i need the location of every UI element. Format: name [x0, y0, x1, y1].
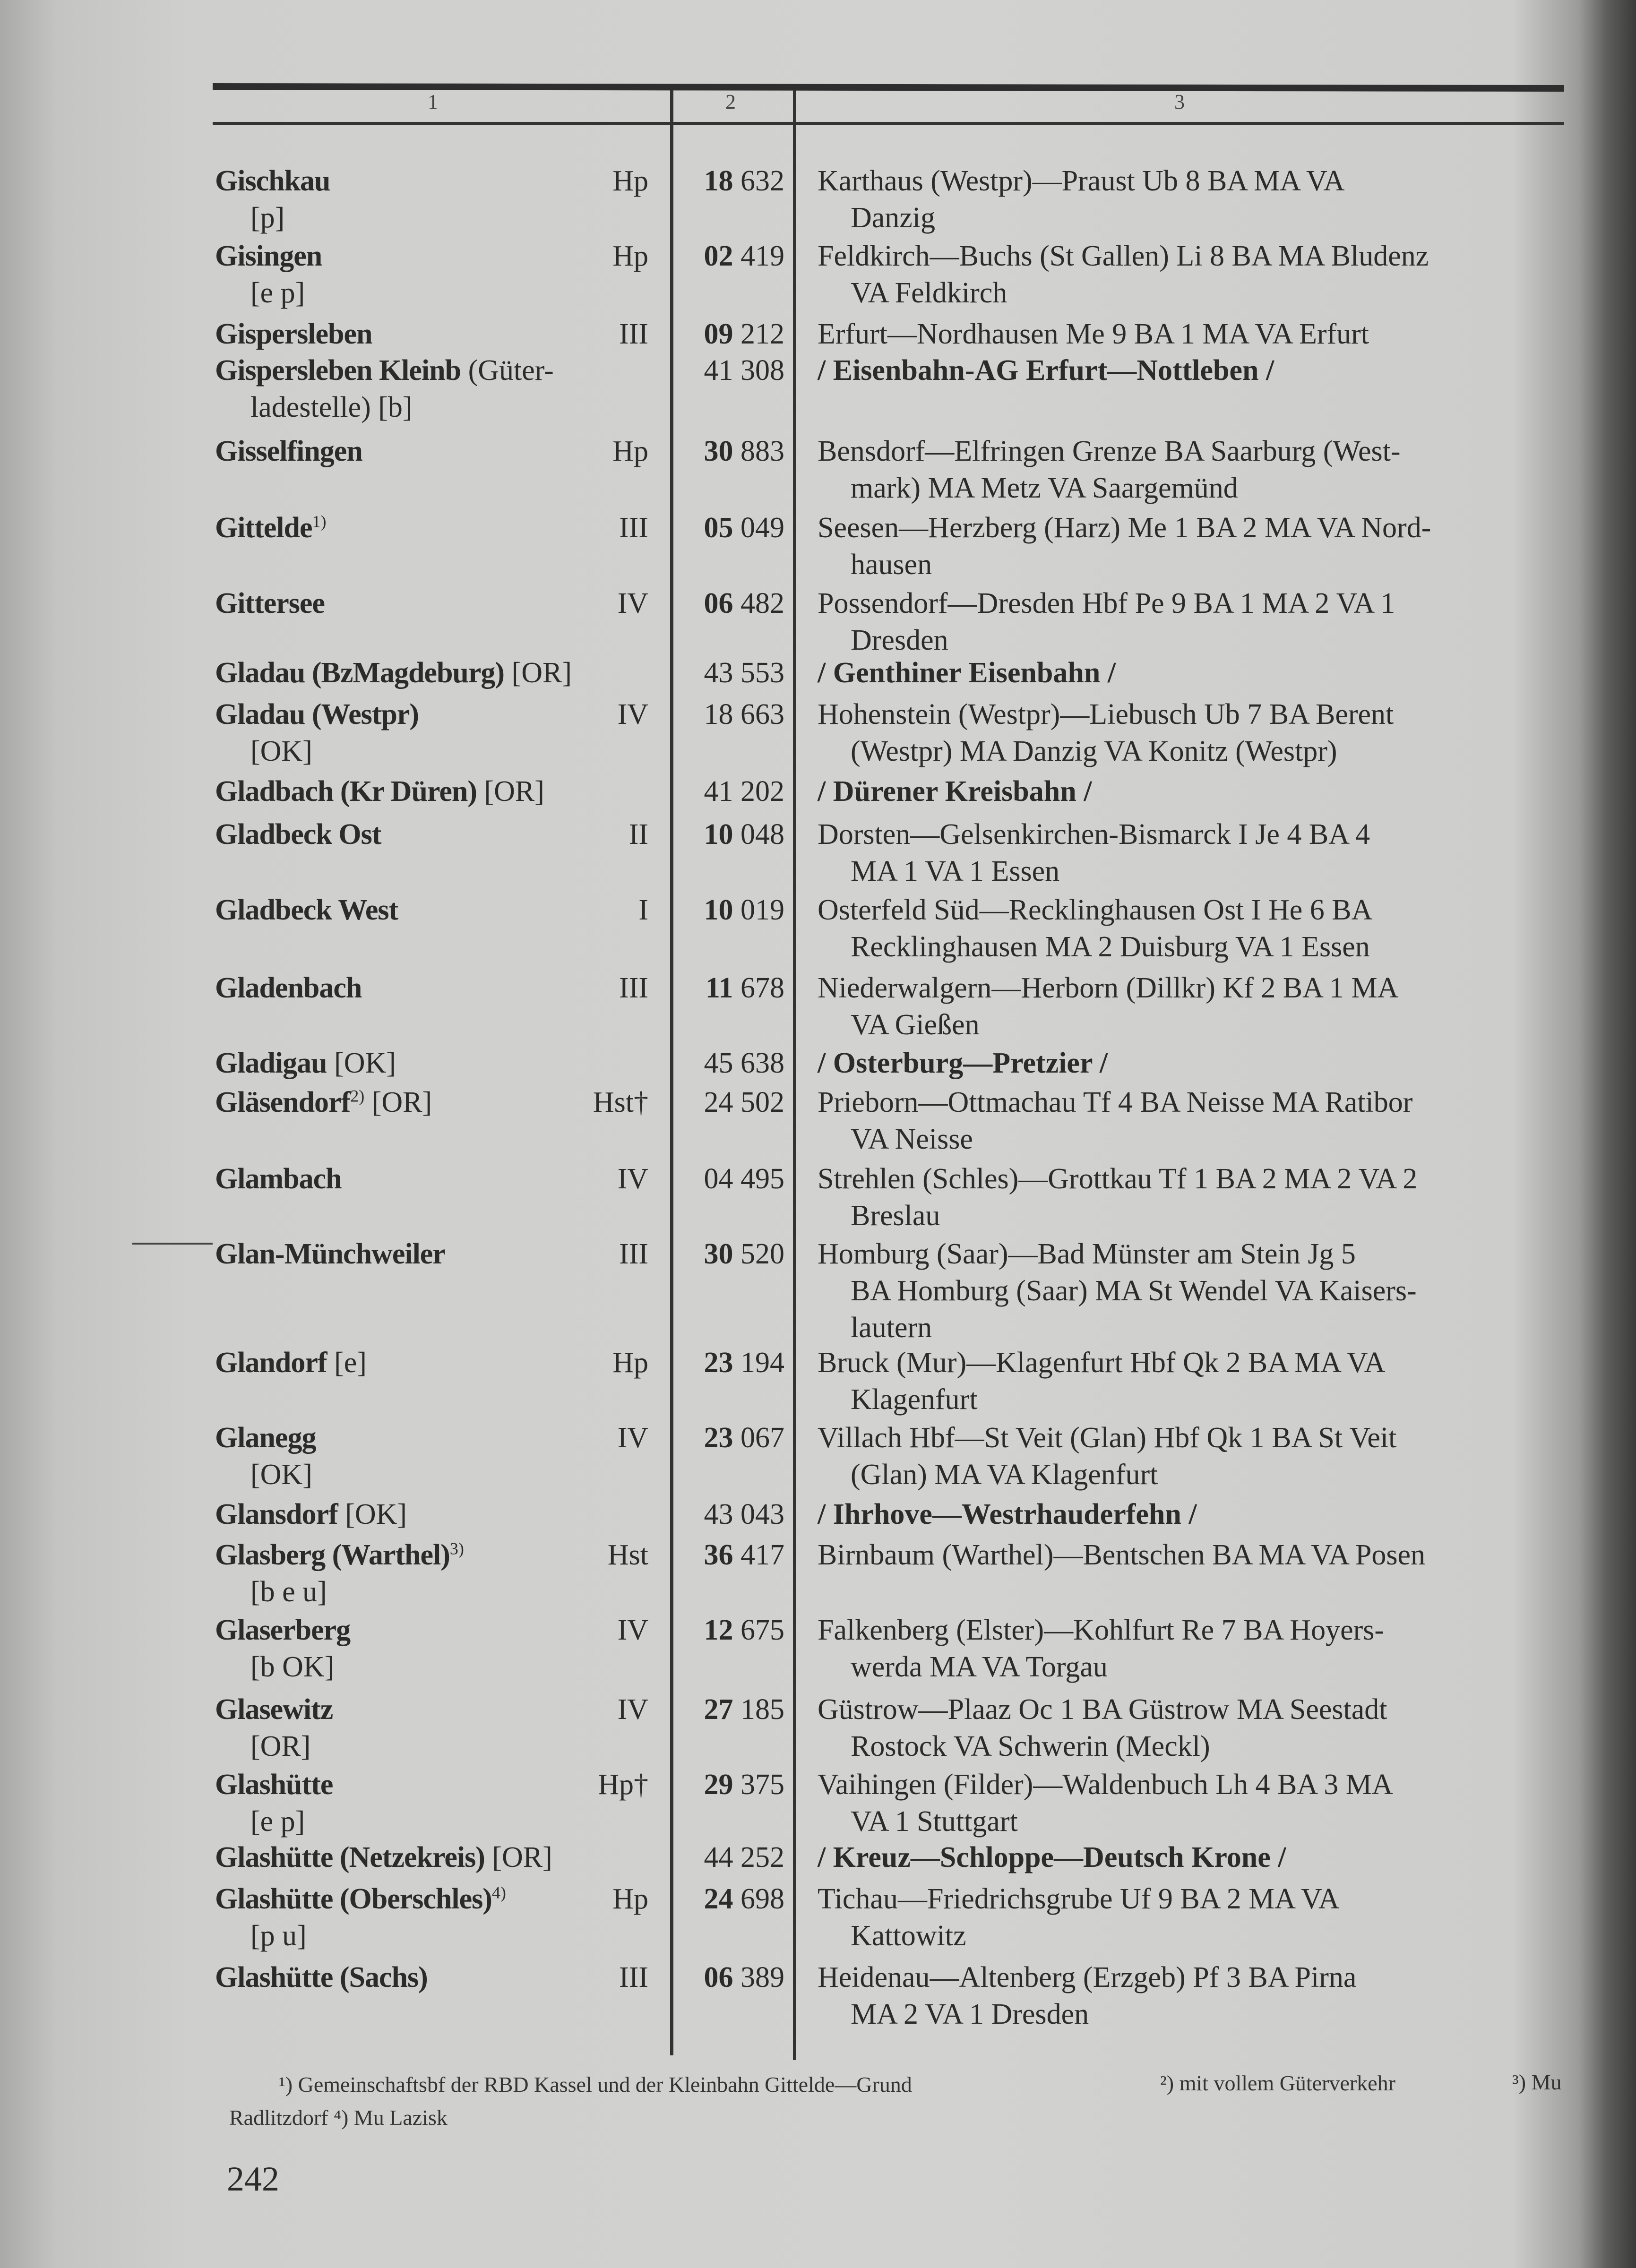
number-prefix: 06 — [704, 1961, 733, 1993]
station-name — [215, 1236, 445, 1272]
route-line: Villach Hbf—St Veit (Glan) Hbf Qk 1 BA St Veit — [818, 1421, 1397, 1454]
number-suffix: 043 — [741, 1498, 784, 1531]
route-description — [818, 1045, 1108, 1082]
route-line: Feldkirch—Buchs (St Gallen) Li 8 BA MA Bludenz — [818, 240, 1429, 272]
route-line: Strehlen (Schles)—Grottkau Tf 1 BA 2 MA 2 VA 2 — [818, 1162, 1418, 1195]
route-description — [818, 352, 1274, 389]
station-name-text: Glan-Münchweiler — [215, 1238, 445, 1271]
route-line: Tichau—Friedrichsgrube Uf 9 BA 2 MA VA — [818, 1883, 1340, 1916]
route-description — [818, 1959, 1356, 2033]
number-suffix: 048 — [741, 818, 784, 851]
station-name-text: Glashütte (Oberschles) — [215, 1883, 492, 1916]
route-description — [818, 585, 1395, 659]
station-number — [685, 1612, 784, 1649]
station-name-text: Gisselfingen — [215, 435, 362, 468]
station-number — [685, 1045, 784, 1082]
station-name — [215, 1419, 316, 1456]
column-divider-2 — [793, 90, 796, 2060]
station-name — [215, 970, 362, 1006]
route-line: Dorsten—Gelsenkirchen-Bismarck I Je 4 BA 4 — [818, 818, 1370, 851]
route-line: / Eisenbahn-AG Erfurt—Nottleben / — [818, 354, 1274, 387]
station-name-text: Glambach — [215, 1162, 342, 1195]
station-number — [685, 352, 784, 389]
route-line: MA 1 VA 1 Essen — [851, 855, 1060, 888]
route-line: (Glan) MA VA Klagenfurt — [851, 1458, 1158, 1491]
station-name-text: Gischkau — [215, 164, 330, 197]
route-description — [818, 1344, 1385, 1418]
station-number — [685, 654, 784, 691]
route-line: Bensdorf—Elfringen Grenze BA Saarburg (West- — [818, 435, 1401, 468]
route-line: VA 1 Stuttgart — [851, 1805, 1018, 1838]
station-category: IV — [617, 698, 648, 731]
station-category: III — [619, 318, 648, 351]
station-number — [685, 1839, 784, 1876]
route-description — [818, 1496, 1197, 1533]
route-line: Vaihingen (Filder)—Waldenbuch Lh 4 BA 3 MA — [818, 1769, 1393, 1801]
route-line: Prieborn—Ottmachau Tf 4 BA Neisse MA Ratibor — [818, 1086, 1413, 1118]
route-line: / Kreuz—Schloppe—Deutsch Krone / — [818, 1841, 1286, 1873]
route-description — [818, 1160, 1417, 1234]
number-prefix: 23 — [704, 1421, 733, 1454]
station-name — [215, 1496, 407, 1533]
station-category: III — [619, 512, 648, 544]
number-prefix: 06 — [704, 587, 733, 619]
number-prefix: 12 — [704, 1614, 733, 1646]
station-note: [OK] — [334, 1047, 396, 1080]
station-name-text: Glaserberg — [215, 1614, 351, 1646]
number-prefix: 10 — [704, 893, 733, 926]
number-suffix: 212 — [741, 318, 784, 351]
station-subline: [b OK] — [250, 1650, 335, 1683]
number-suffix: 678 — [741, 971, 784, 1004]
number-suffix: 632 — [741, 164, 784, 197]
station-name — [215, 1839, 552, 1876]
number-suffix: 375 — [741, 1769, 784, 1801]
route-line: hausen — [851, 549, 932, 581]
column-divider-1 — [670, 90, 673, 2055]
station-name-text: Gispersleben Kleinb — [215, 354, 461, 387]
station-category: Hp — [612, 164, 648, 197]
number-prefix: 27 — [704, 1693, 733, 1726]
station-name-text: Gittersee — [215, 587, 325, 619]
route-description — [818, 816, 1370, 890]
header-rule — [213, 122, 1564, 125]
route-description — [818, 1881, 1340, 1954]
number-suffix: 389 — [741, 1961, 784, 1993]
station-number — [685, 1160, 784, 1197]
station-number — [685, 1236, 784, 1272]
route-description — [818, 1537, 1425, 1573]
route-line: Erfurt—Nordhausen Me 9 BA 1 MA VA Erfurt — [818, 318, 1369, 351]
number-prefix: 43 — [704, 1498, 733, 1531]
number-prefix: 18 — [704, 164, 733, 197]
number-prefix: 18 — [704, 698, 733, 731]
station-name — [215, 1045, 396, 1082]
number-suffix: 698 — [741, 1883, 784, 1916]
footnote-ref: 4) — [491, 1883, 506, 1902]
station-name-text: Glanegg — [215, 1421, 316, 1454]
number-suffix: 308 — [741, 354, 784, 387]
station-number — [685, 696, 784, 733]
route-description — [818, 433, 1401, 507]
route-description — [818, 509, 1431, 583]
number-suffix: 194 — [741, 1346, 784, 1379]
station-number — [685, 1959, 784, 1996]
station-name — [215, 773, 544, 810]
station-name-text: Glashütte — [215, 1769, 333, 1801]
route-description — [818, 1419, 1396, 1493]
station-name-text: Gläsendorf — [215, 1086, 351, 1118]
station-subline: [p] — [250, 201, 285, 234]
number-prefix: 10 — [704, 818, 733, 851]
route-line: Karthaus (Westpr)—Praust Ub 8 BA MA VA — [818, 164, 1345, 197]
number-prefix: 41 — [704, 775, 733, 808]
footnote-ref: 2) — [350, 1086, 365, 1105]
number-prefix: 29 — [704, 1769, 733, 1801]
route-line: BA Homburg (Saar) MA St Wendel VA Kaisers- — [851, 1275, 1417, 1307]
number-prefix: 05 — [704, 512, 733, 544]
number-prefix: 30 — [704, 1238, 733, 1271]
station-number — [685, 433, 784, 470]
footnote-ref: 1) — [312, 512, 327, 531]
route-line: Bruck (Mur)—Klagenfurt Hbf Qk 2 BA MA VA — [818, 1346, 1386, 1379]
station-name-text: Glashütte (Netzekreis) — [215, 1841, 485, 1873]
route-line: Seesen—Herzberg (Harz) Me 1 BA 2 MA VA Nord- — [818, 512, 1431, 544]
number-suffix: 252 — [741, 1841, 784, 1873]
page-number: 242 — [227, 2160, 279, 2199]
station-name — [215, 1537, 464, 1573]
number-suffix: 502 — [741, 1086, 784, 1118]
station-note: [OR] — [371, 1086, 432, 1118]
station-category: Hp — [612, 1346, 648, 1379]
station-name — [215, 316, 372, 352]
route-description — [818, 1084, 1412, 1158]
number-suffix: 067 — [741, 1421, 784, 1454]
margin-mark — [132, 1243, 213, 1245]
number-suffix: 049 — [741, 512, 784, 544]
number-suffix: 417 — [741, 1538, 784, 1571]
station-number — [685, 163, 784, 199]
station-number — [685, 316, 784, 352]
station-category: III — [619, 1961, 648, 1993]
route-description — [818, 1236, 1417, 1346]
station-number — [685, 1084, 784, 1121]
station-number — [685, 1691, 784, 1728]
station-number — [685, 773, 784, 810]
station-category: Hst — [607, 1538, 648, 1571]
station-name — [215, 1881, 506, 1917]
station-name — [215, 1612, 350, 1649]
route-description — [818, 892, 1372, 965]
number-prefix: 23 — [704, 1346, 733, 1379]
station-number — [685, 1881, 784, 1917]
number-suffix: 495 — [741, 1162, 784, 1195]
route-description — [818, 970, 1398, 1043]
station-category: Hp† — [598, 1769, 648, 1801]
number-prefix: 24 — [704, 1883, 733, 1916]
station-subline: [e p] — [250, 1805, 305, 1838]
footnote-3: ³) Mu — [1512, 2070, 1562, 2094]
station-category: III — [619, 1238, 648, 1271]
route-description — [818, 654, 1116, 691]
station-number — [685, 816, 784, 853]
route-line: (Westpr) MA Danzig VA Konitz (Westpr) — [851, 735, 1337, 768]
station-name — [215, 1160, 342, 1197]
station-category: Hp — [612, 435, 648, 468]
route-description — [818, 238, 1429, 311]
station-name-text: Gispersleben — [215, 318, 372, 351]
route-description — [818, 1766, 1393, 1840]
route-line: Niederwalgern—Herborn (Dillkr) Kf 2 BA 1 MA — [818, 971, 1399, 1004]
station-name — [215, 1344, 367, 1381]
number-suffix: 553 — [741, 656, 784, 689]
station-name-text: Gittelde — [215, 512, 312, 544]
number-prefix: 11 — [705, 971, 733, 1004]
station-subline: [b e u] — [250, 1575, 327, 1608]
number-prefix: 36 — [704, 1538, 733, 1571]
station-category: III — [619, 971, 648, 1004]
station-category: Hst† — [593, 1086, 648, 1118]
footnote-4: Radlitzdorf ⁴) Mu Lazisk — [229, 2105, 448, 2130]
station-name — [215, 892, 398, 928]
number-prefix: 09 — [704, 318, 733, 351]
number-suffix: 419 — [741, 240, 784, 272]
route-line: werda MA VA Torgau — [851, 1650, 1108, 1683]
number-suffix: 185 — [741, 1693, 784, 1726]
station-subline: [OK] — [250, 735, 312, 768]
top-rule — [213, 83, 1564, 92]
station-name-text: Gladau (BzMagdeburg) — [215, 656, 505, 689]
station-number — [685, 970, 784, 1006]
route-line: Birnbaum (Warthel)—Bentschen BA MA VA Posen — [818, 1538, 1426, 1571]
number-prefix: 02 — [704, 240, 733, 272]
station-subline: [p u] — [250, 1920, 307, 1952]
station-name — [215, 1959, 428, 1996]
route-line: Güstrow—Plaaz Oc 1 BA Güstrow MA Seestadt — [818, 1693, 1387, 1726]
station-subline: [OR] — [250, 1730, 311, 1763]
station-name — [215, 585, 325, 622]
number-prefix: 45 — [704, 1047, 733, 1080]
number-suffix: 883 — [741, 435, 784, 468]
station-name — [215, 509, 327, 546]
number-suffix: 019 — [741, 893, 784, 926]
route-line: Klagenfurt — [851, 1383, 978, 1416]
route-line: VA Neisse — [851, 1123, 973, 1155]
station-category: IV — [617, 1421, 648, 1454]
station-subline: ladestelle) [b] — [250, 391, 413, 423]
route-line: / Dürener Kreisbahn / — [818, 775, 1092, 808]
number-suffix: 663 — [741, 698, 784, 731]
station-name — [215, 696, 419, 733]
number-suffix: 482 — [741, 587, 784, 619]
number-prefix: 04 — [704, 1162, 733, 1195]
station-name-text: Gladbeck Ost — [215, 818, 381, 851]
footnote-ref: 3) — [449, 1539, 464, 1558]
station-name — [215, 816, 381, 853]
station-note: [e] — [334, 1346, 367, 1379]
route-line: Dresden — [851, 624, 948, 656]
route-line: / Ihrhove—Westrhauderfehn / — [818, 1498, 1197, 1531]
station-category: IV — [617, 1693, 648, 1726]
station-category: Hp — [612, 240, 648, 272]
station-number — [685, 585, 784, 622]
route-line: Rostock VA Schwerin (Meckl) — [851, 1730, 1210, 1763]
route-line: Danzig — [851, 201, 936, 234]
station-name — [215, 238, 322, 275]
number-prefix: 44 — [704, 1841, 733, 1873]
station-name — [215, 433, 362, 470]
route-line: Kattowitz — [851, 1920, 966, 1952]
station-name-text: Glashütte (Sachs) — [215, 1961, 428, 1993]
station-number — [685, 1344, 784, 1381]
station-number — [685, 509, 784, 546]
station-note: [OR] — [511, 656, 572, 689]
station-name-text: Gladau (Westpr) — [215, 698, 419, 731]
station-category: Hp — [612, 1883, 648, 1916]
station-name — [215, 352, 554, 389]
route-line: Falkenberg (Elster)—Kohlfurt Re 7 BA Hoyers- — [818, 1614, 1385, 1646]
route-line: Breslau — [851, 1199, 940, 1232]
number-suffix: 202 — [741, 775, 784, 808]
station-note: [OR] — [484, 775, 544, 808]
station-name-text: Glasberg (Warthel) — [215, 1538, 450, 1571]
station-category: IV — [617, 1614, 648, 1646]
station-category: II — [629, 818, 648, 851]
route-description — [818, 163, 1345, 236]
station-number — [685, 238, 784, 275]
route-line: lautern — [851, 1312, 932, 1344]
station-note: (Güter- — [468, 354, 554, 387]
column-header-2: 2 — [725, 90, 736, 113]
station-category: IV — [617, 1162, 648, 1195]
route-line: Osterfeld Süd—Recklinghausen Ost I He 6 BA — [818, 893, 1373, 926]
station-name — [215, 1691, 333, 1728]
station-name — [215, 1084, 432, 1121]
station-name — [215, 654, 572, 691]
column-header-1: 1 — [428, 90, 438, 113]
station-name-text: Gladbeck West — [215, 893, 398, 926]
route-line: mark) MA Metz VA Saargemünd — [851, 472, 1238, 505]
station-number — [685, 1766, 784, 1803]
station-name — [215, 163, 330, 199]
station-name-text: Gladbach (Kr Düren) — [215, 775, 477, 808]
route-line: Hohenstein (Westpr)—Liebusch Ub 7 BA Berent — [818, 698, 1394, 731]
route-description — [818, 1691, 1387, 1765]
station-subline: [OK] — [250, 1458, 312, 1491]
route-line: Possendorf—Dresden Hbf Pe 9 BA 1 MA 2 VA 1 — [818, 587, 1395, 619]
station-number — [685, 1419, 784, 1456]
station-category: I — [638, 893, 648, 926]
route-description — [818, 1612, 1384, 1685]
footnote-1: ¹) Gemeinschaftsbf der RBD Kassel und der Kleinbahn Gittelde—Grund — [279, 2072, 912, 2096]
station-name-text: Glansdorf — [215, 1498, 338, 1531]
route-line: Homburg (Saar)—Bad Münster am Stein Jg 5 — [818, 1238, 1356, 1271]
number-prefix: 43 — [704, 656, 733, 689]
number-suffix: 675 — [741, 1614, 784, 1646]
route-line: Recklinghausen MA 2 Duisburg VA 1 Essen — [851, 930, 1370, 963]
station-name-text: Gisingen — [215, 240, 322, 272]
station-name-text: Glasewitz — [215, 1693, 333, 1726]
station-note: [OR] — [492, 1841, 552, 1873]
route-description — [818, 316, 1369, 352]
number-suffix: 520 — [741, 1238, 784, 1271]
station-number — [685, 1496, 784, 1533]
route-line: VA Feldkirch — [851, 276, 1007, 309]
station-name-text: Gladenbach — [215, 971, 362, 1004]
station-note: [OK] — [345, 1498, 407, 1531]
column-header-3: 3 — [1174, 90, 1185, 113]
station-name — [215, 1766, 333, 1803]
route-line: / Osterburg—Pretzier / — [818, 1047, 1108, 1080]
station-name-text: Glandorf — [215, 1346, 327, 1379]
number-suffix: 638 — [741, 1047, 784, 1080]
footnote-2: ²) mit vollem Güterverkehr — [1160, 2071, 1395, 2095]
number-prefix: 30 — [704, 435, 733, 468]
route-line: / Genthiner Eisenbahn / — [818, 656, 1116, 689]
route-line: MA 2 VA 1 Dresden — [851, 1998, 1089, 2030]
station-name-text: Gladigau — [215, 1047, 327, 1080]
number-prefix: 41 — [704, 354, 733, 387]
station-subline: [e p] — [250, 276, 305, 309]
route-line: Heidenau—Altenberg (Erzgeb) Pf 3 BA Pirna — [818, 1961, 1357, 1993]
route-description — [818, 696, 1394, 770]
route-description — [818, 773, 1092, 810]
route-description — [818, 1839, 1286, 1876]
station-category: IV — [617, 587, 648, 619]
route-line: VA Gießen — [851, 1008, 980, 1041]
station-number — [685, 892, 784, 928]
number-prefix: 24 — [704, 1086, 733, 1118]
station-number — [685, 1537, 784, 1573]
